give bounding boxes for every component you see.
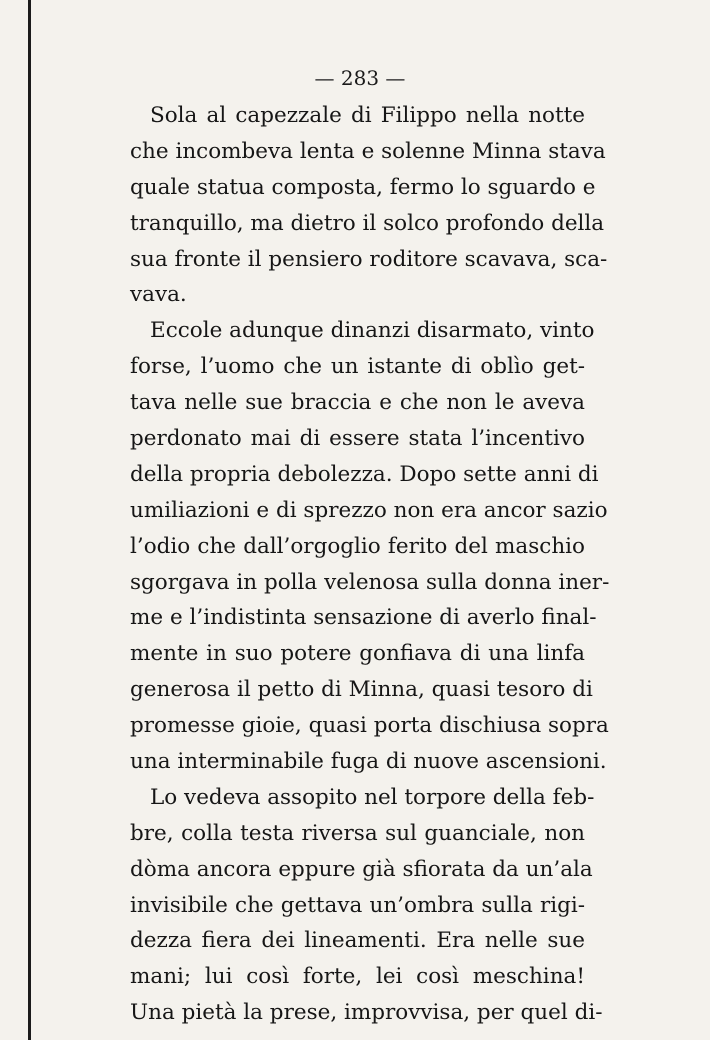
text-line: dezza fiera dei lineamenti. Era nelle sue [130, 928, 585, 954]
text-line: Eccole adunque dinanzi disarmato, vinto [150, 318, 595, 344]
text-line: mente in suo potere gonfiava di una linfa [130, 641, 585, 667]
text-line: forse, l’uomo che un istante di oblìo get- [130, 354, 585, 380]
text-line: l’odio che dall’orgoglio ferito del maschio [130, 533, 585, 559]
text-line: me e l’indistinta sensazione di averlo final- [130, 605, 597, 631]
text-line: sgorgava in polla velenosa sulla donna iner- [130, 569, 610, 595]
page-binding-edge [28, 0, 31, 1040]
page-number: — 283 — [314, 66, 406, 90]
text-line: dòma ancora eppure già sfiorata da un’ala [130, 856, 593, 882]
text-line: Lo vedeva assopito nel torpore della feb- [150, 784, 595, 810]
text-line: che incombeva lenta e solenne Minna stava [130, 138, 606, 164]
text-line: invisibile che gettava un’ombra sulla rigi- [130, 892, 585, 918]
text-line: una interminabile fuga di nuove ascensioni. [130, 749, 607, 775]
text-line: umiliazioni e di sprezzo non era ancor sazio [130, 497, 608, 523]
text-line: della propria debolezza. Dopo sette anni di [130, 461, 599, 487]
text-line: generosa il petto di Minna, quasi tesoro di [130, 677, 593, 703]
text-line: bre, colla testa riversa sul guanciale, non [130, 820, 585, 846]
text-line: tava nelle sue braccia e che non le aveva [130, 390, 585, 416]
text-line: perdonato mai di essere stata l’incentivo [130, 426, 585, 452]
text-line: Sola al capezzale di Filippo nella notte [150, 103, 585, 128]
text-line: sua fronte il pensiero roditore scavava, sca- [130, 246, 608, 272]
body-text [130, 98, 610, 1031]
text-line: tranquillo, ma dietro il solco profondo della [130, 210, 605, 236]
text-line: Una pietà la prese, improvvisa, per quel di- [130, 1000, 603, 1026]
text-line: mani; lui così forte, lei così meschina! [130, 964, 585, 990]
text-line: quale statua composta, fermo lo sguardo e [130, 174, 596, 200]
text-line: promesse gioie, quasi porta dischiusa sopra [130, 713, 609, 739]
text-line: vava. [130, 282, 187, 308]
